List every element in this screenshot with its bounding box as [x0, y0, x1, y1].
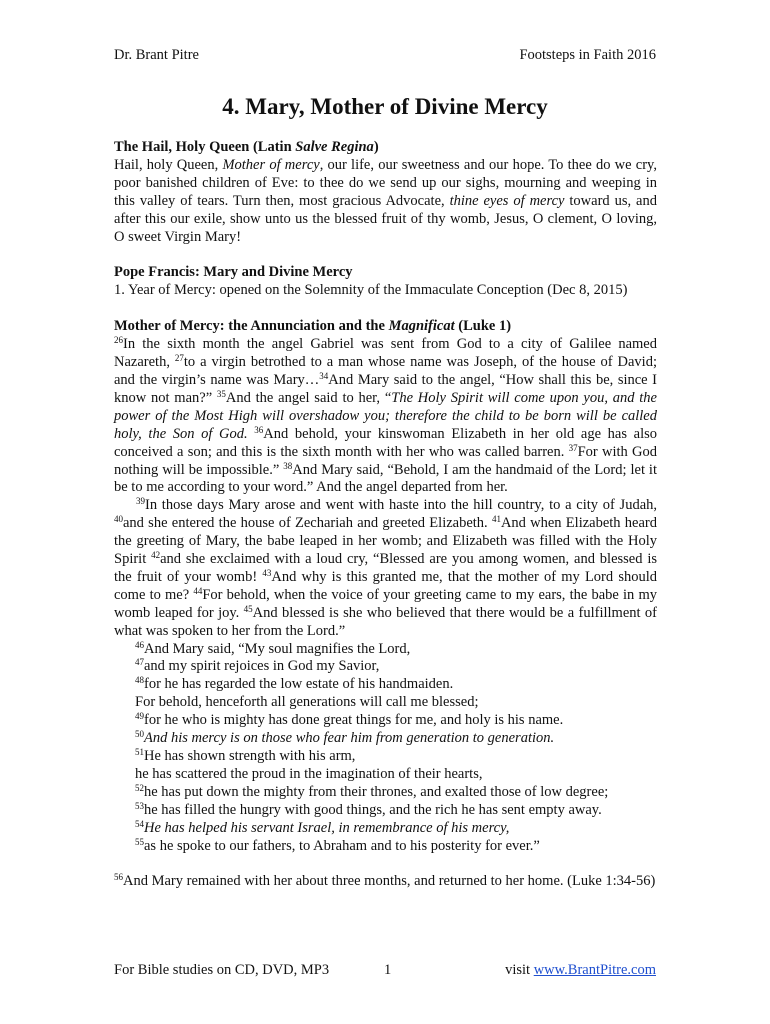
poem-line: For behold, henceforth all generations will call me blessed;: [135, 694, 479, 711]
poem-line: $^{53}$he has filled the hungry with good things, and the rich he has sent empty away.: [135, 800, 602, 818]
closing-verse: $^{56}$And Mary remained with her about three months, and returned to her home. (Luke 1:34-56): [114, 872, 656, 890]
header-author: Dr. Brant Pitre: [114, 47, 199, 63]
website-link[interactable]: www.BrantPitre.com: [533, 962, 656, 978]
poem-line: $^{49}$for he who is mighty has done great things for me, and holy is his name.: [135, 711, 564, 729]
poem-line: $^{55}$as he spoke to our fathers, to Abraham and to his posterity for ever.”: [135, 836, 540, 854]
pope-francis-heading: Pope Francis: Mary and Divine Mercy: [114, 264, 353, 281]
poem-line: $^{51}$He has shown strength with his arm,: [135, 747, 356, 764]
year-of-mercy-item: 1. Year of Mercy: opened on the Solemnity of the Immaculate Conception (Dec 8, 2015): [114, 282, 628, 299]
page-title: 4. Mary, Mother of Divine Mercy: [222, 94, 548, 119]
annunciation-heading: Mother of Mercy: the Annunciation and the Magnificat (Luke 1): [114, 318, 512, 335]
annunciation-paragraph: $^{26}$In the sixth month the angel Gabriel was sent from God to a city of Galilee named Nazareth, $^{27}$to a virgin betrothed to a man whose name was Joseph, of the house of David; and the virgin’s name was Mary…$^{34}$And Mary said to the angel, “How shall this be, since I know not man?” $^{35}$And the angel said to her, “The Holy Spirit will come upon you, and the power of the Most High will overshadow you; therefore the child to be born will be called holy, the Son of God. $^{36}$And behold, your kinswoman Elizabeth in her old age has also conceived a son; and this is the sixth month with her who was called barren. $^{37}$For with God nothing will be impossible.” $^{38}$And Mary said, “Behold, I am the handmaid of the Lord; let it be to me according to your word.” And the angel departed from her.: [114, 335, 657, 496]
visitation-paragraph: $^{39}$In those days Mary arose and went with haste into the hill country, to a city of Judah, $^{40}$and she entered the house of Zechariah and greeted Elizabeth. $^{41}$And when Elizabeth heard the greeting of Mary, the babe leaped in her womb; and Elizabeth was filled with the Holy Spirit $^{42}$and she exclaimed with a loud cry, “Blessed are you among women, and blessed is the fruit of your womb! $^{43}$And why is this granted me, that the mother of my Lord should come to me? $^{44}$For behold, when the voice of your greeting came to my ears, the babe in my womb leaped for joy. $^{45}$And blessed is she who believed that there would be a fulfillment of what was spoken to her from the Lord.”: [114, 496, 657, 639]
page-number: 1: [384, 962, 392, 978]
poem-line: $^{47}$and my spirit rejoices in God my Savior,: [135, 657, 380, 675]
hail-holy-queen-heading: The Hail, Holy Queen (Latin Salve Regina): [114, 139, 379, 155]
poem-line: he has scattered the proud in the imagination of their hearts,: [135, 765, 483, 782]
footer-promo: For Bible studies on CD, DVD, MP3: [114, 962, 330, 978]
magnificat-poem: [114, 641, 657, 856]
poem-line: $^{52}$he has put down the mighty from their thrones, and exalted those of low degree;: [135, 782, 609, 800]
document-body: [114, 139, 657, 891]
poem-line: $^{54}$He has helped his servant Israel, in remembrance of his mercy,: [135, 818, 510, 836]
poem-line: $^{50}$And his mercy is on those who fear him from generation to generation.: [135, 729, 555, 747]
poem-line: $^{48}$for he has regarded the low estate of his handmaiden.: [135, 675, 454, 693]
footer-visit: visit www.BrantPitre.com: [505, 962, 656, 978]
poem-line: $^{46}$And Mary said, “My soul magnifies the Lord,: [135, 639, 411, 657]
header-series: Footsteps in Faith 2016: [519, 47, 656, 63]
hail-holy-queen-text: Hail, holy Queen, Mother of mercy, our life, our sweetness and our hope. To thee do we cry, poor banished children of Eve: to thee do we send up our sighs, mourning and weeping in this valley of tears. Turn then, most gracious Advocate, thine eyes of mercy toward us, and after this our exile, show unto us the blessed fruit of thy womb, Jesus, O clement, O loving, O sweet Virgin Mary!: [114, 156, 657, 245]
